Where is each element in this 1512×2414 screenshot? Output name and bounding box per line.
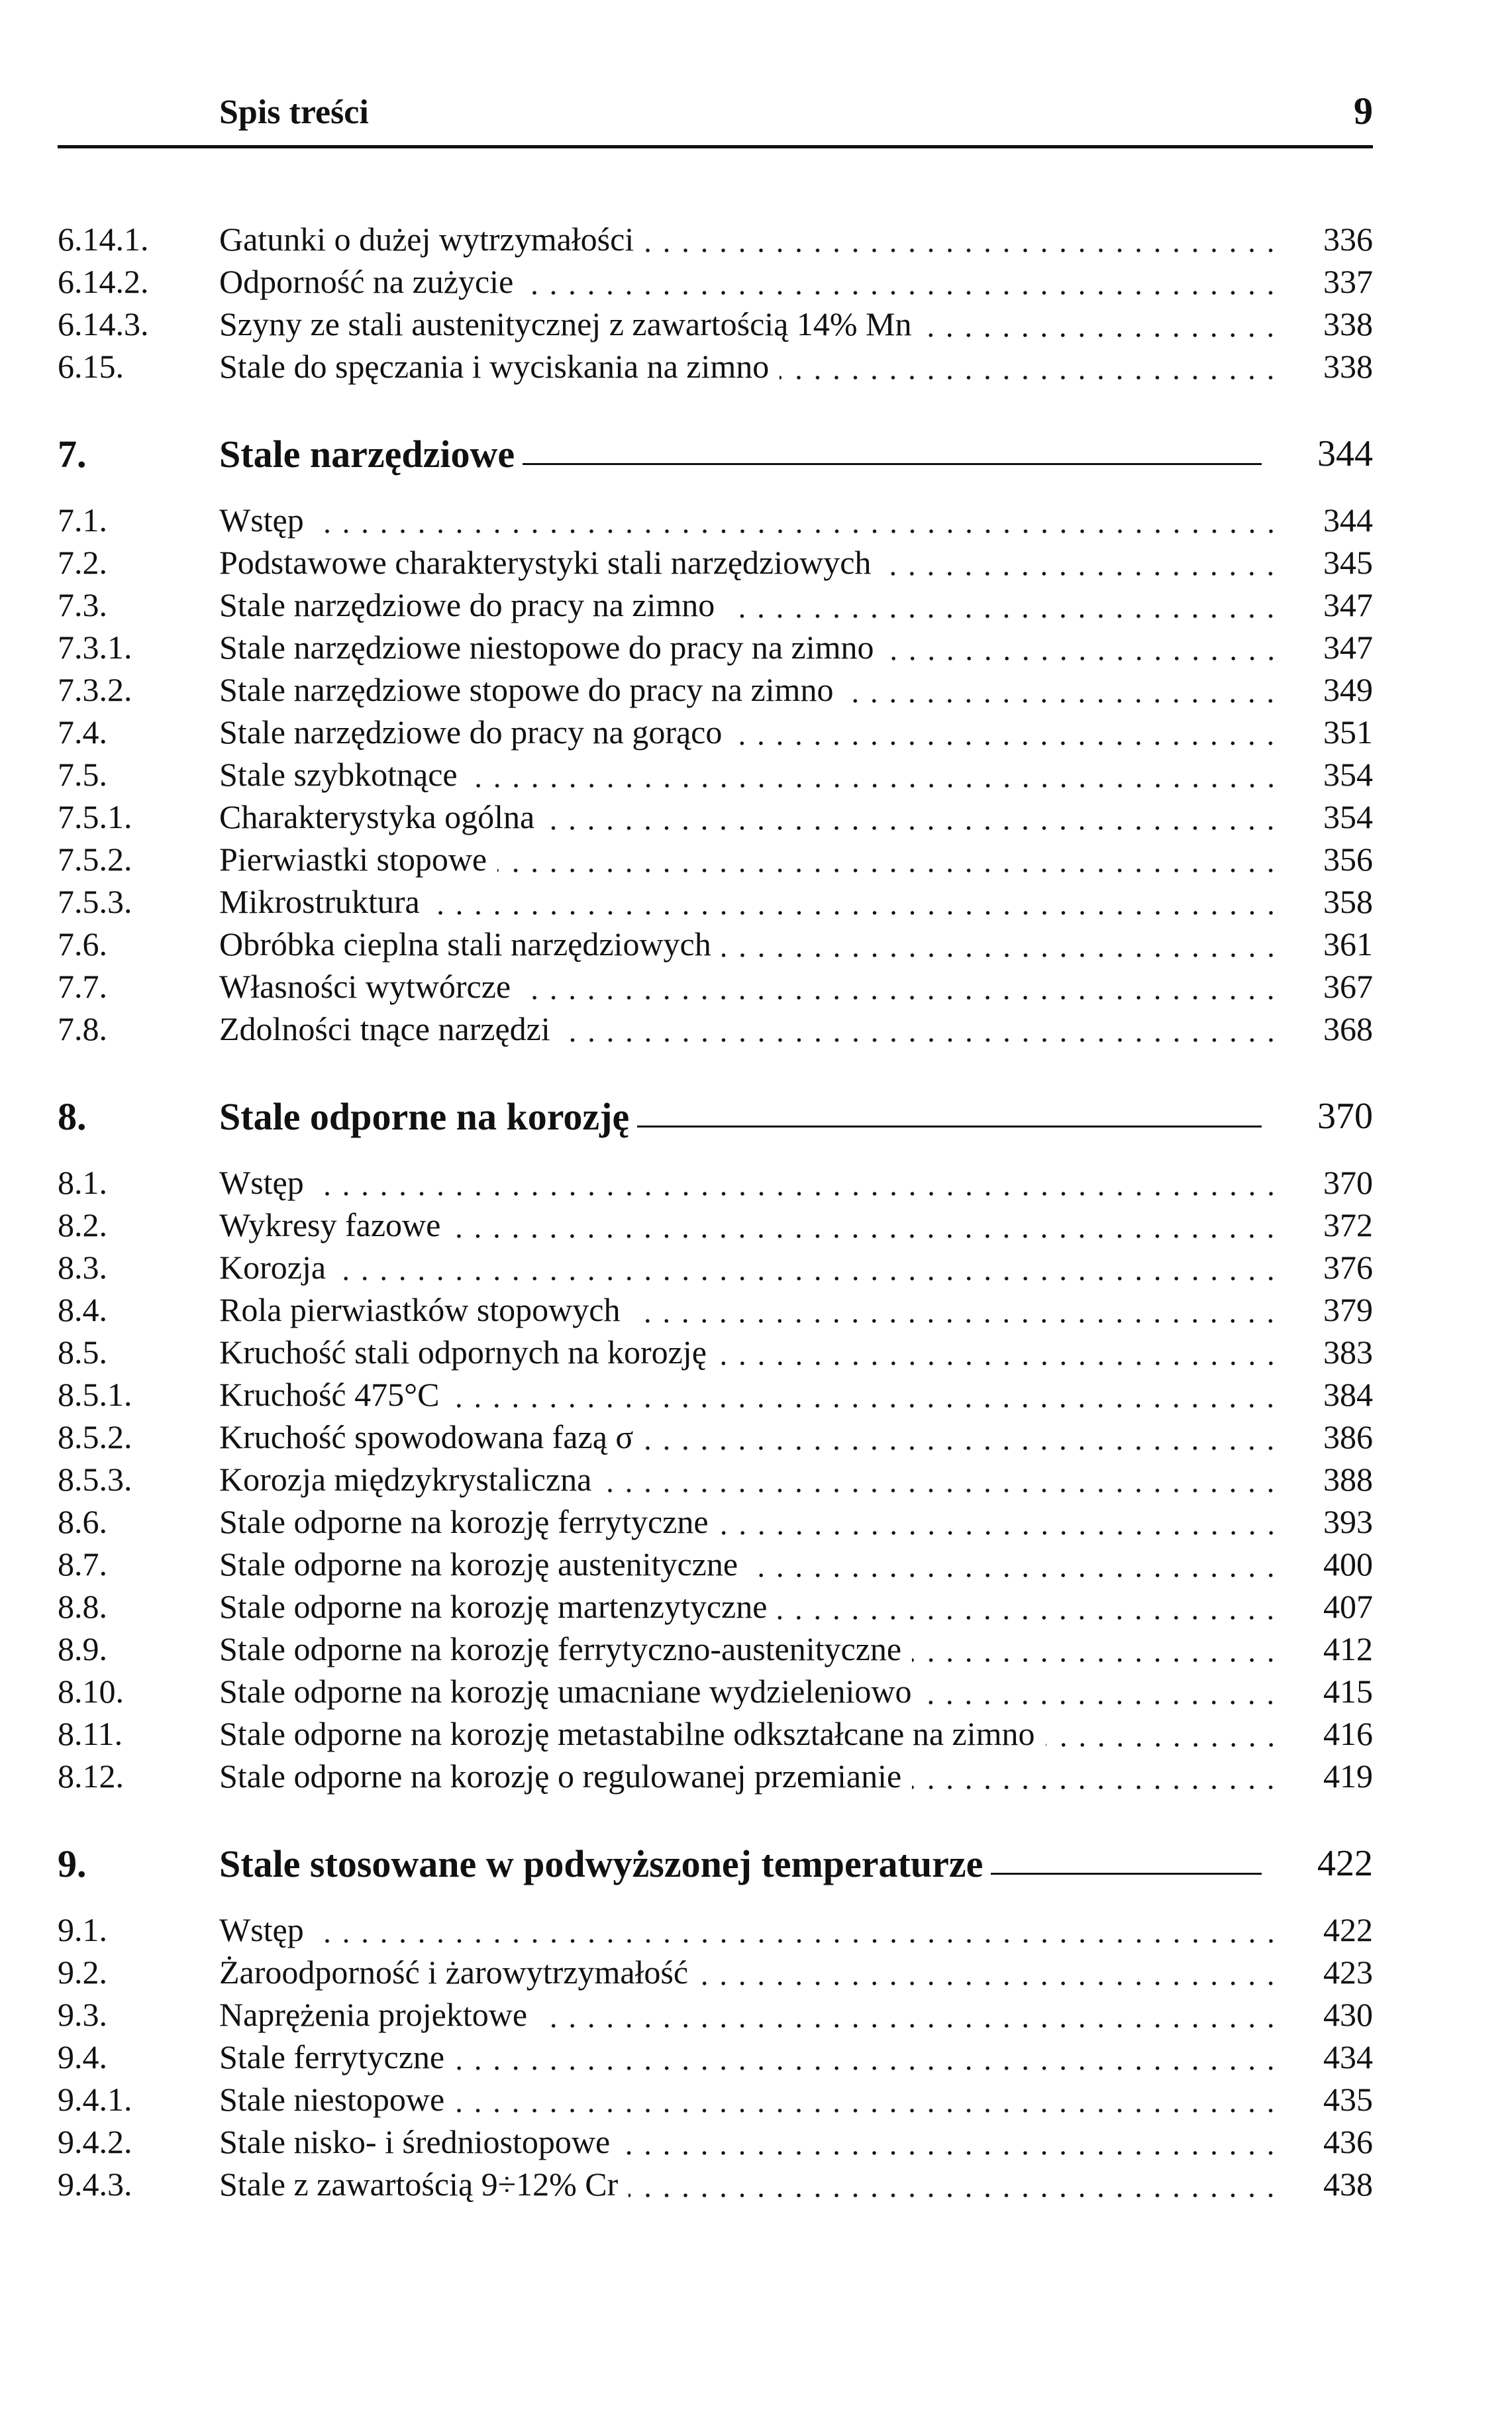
toc-page: 370	[1323, 1164, 1373, 1201]
toc-title: Stale stosowane w podwyższonej temperaturze	[219, 1842, 983, 1885]
dot-leader	[451, 1204, 1280, 1246]
toc-entry[interactable]	[58, 1416, 1373, 1458]
toc-entry[interactable]	[58, 2036, 1373, 2078]
toc-number: 7.3.1.	[58, 629, 132, 666]
toc-page: 422	[1323, 1911, 1373, 1948]
toc-number: 9.2.	[58, 1954, 107, 1991]
toc-entry[interactable]	[58, 2163, 1373, 2205]
dot-leader	[778, 1585, 1280, 1628]
toc-number: 6.14.1.	[58, 221, 149, 258]
toc-title: Szyny ze stali austenitycznej z zawartością 14% Mn	[219, 305, 912, 342]
dot-leader	[602, 1458, 1280, 1500]
dot-leader	[629, 2163, 1280, 2205]
toc-page: 349	[1323, 671, 1373, 708]
dot-leader	[630, 1288, 1280, 1331]
dot-leader	[336, 1246, 1280, 1288]
toc-number: 8.	[58, 1094, 87, 1138]
toc-entry[interactable]	[58, 796, 1373, 838]
toc-number: 8.4.	[58, 1291, 107, 1328]
toc-title: Kruchość spowodowana fazą σ	[219, 1418, 634, 1455]
toc-page: 372	[1323, 1206, 1373, 1243]
toc-title: Wstęp	[219, 501, 304, 539]
toc-page: 435	[1323, 2081, 1373, 2118]
toc-title: Naprężenia projektowe	[219, 1996, 528, 2033]
toc-title: Stale narzędziowe stopowe do pracy na zimno	[219, 671, 834, 708]
heading-leader-line	[523, 463, 1262, 465]
toc-page: 438	[1323, 2166, 1373, 2203]
toc-page: 367	[1323, 968, 1373, 1005]
toc-page: 354	[1323, 798, 1373, 835]
toc-title: Korozja międzykrystaliczna	[219, 1461, 592, 1498]
toc-page: 384	[1323, 1376, 1373, 1413]
toc-title: Stale narzędziowe do pracy na gorąco	[219, 713, 723, 751]
toc-page: 412	[1323, 1630, 1373, 1667]
toc-entry[interactable]	[58, 1712, 1373, 1755]
toc-title: Stale odporne na korozję metastabilne odkształcane na zimno	[219, 1715, 1035, 1752]
dot-leader	[315, 1161, 1280, 1204]
toc-number: 8.3.	[58, 1249, 107, 1286]
dot-leader	[315, 499, 1280, 541]
toc-entry[interactable]	[58, 838, 1373, 880]
dot-leader	[644, 1416, 1280, 1458]
dot-leader	[538, 1993, 1280, 2036]
toc-page: 388	[1323, 1461, 1373, 1498]
toc-page: 422	[1317, 1843, 1373, 1884]
toc-number: 8.5.2.	[58, 1418, 132, 1455]
toc-number: 7.3.	[58, 586, 107, 623]
toc-title: Stale ferrytyczne	[219, 2038, 445, 2075]
heading-leader-line	[991, 1873, 1262, 1875]
toc-number: 8.5.3.	[58, 1461, 132, 1498]
dot-leader	[748, 1543, 1280, 1585]
toc-entry[interactable]	[58, 626, 1373, 668]
toc-entry[interactable]	[58, 1008, 1373, 1050]
toc-title: Gatunki o dużej wytrzymałości	[219, 221, 634, 258]
toc-number: 7.4.	[58, 713, 107, 751]
toc-entry[interactable]	[58, 1161, 1373, 1204]
dot-leader	[882, 541, 1280, 584]
toc-number: 9.3.	[58, 1996, 107, 2033]
toc-number: 7.3.2.	[58, 671, 132, 708]
toc-entry[interactable]	[58, 2121, 1373, 2163]
toc-entry[interactable]	[58, 965, 1373, 1008]
toc-page: 434	[1323, 2038, 1373, 2075]
toc-entry[interactable]	[58, 1585, 1373, 1628]
toc-number: 7.	[58, 432, 87, 476]
toc-title: Stale odporne na korozję austenityczne	[219, 1546, 738, 1583]
toc-entry[interactable]	[58, 1951, 1373, 1993]
dot-leader	[621, 2121, 1280, 2163]
toc-page: 337	[1323, 263, 1373, 300]
toc-number: 7.7.	[58, 968, 107, 1005]
toc-entry[interactable]	[58, 880, 1373, 923]
toc-page: 356	[1323, 841, 1373, 878]
header-rule	[58, 145, 1373, 148]
toc-title: Pierwiastki stopowe	[219, 841, 487, 878]
toc-entry[interactable]	[58, 584, 1373, 626]
toc-title: Obróbka cieplna stali narzędziowych	[219, 925, 711, 963]
toc-entry[interactable]	[58, 541, 1373, 584]
toc-entry[interactable]	[58, 923, 1373, 965]
toc-title: Żaroodporność i żarowytrzymałość	[219, 1954, 689, 1991]
dot-leader	[455, 2036, 1280, 2078]
page-number: 9	[1354, 89, 1373, 132]
toc-page: 430	[1323, 1996, 1373, 2033]
dot-leader	[699, 1951, 1280, 1993]
toc-title: Stale odporne na korozję ferrytyczno-austenityczne	[219, 1630, 902, 1667]
toc-number: 7.5.2.	[58, 841, 132, 878]
toc-page: 336	[1323, 221, 1373, 258]
dot-leader	[521, 965, 1280, 1008]
dot-leader	[725, 584, 1280, 626]
toc-number: 9.1.	[58, 1911, 107, 1948]
toc-entry[interactable]	[58, 218, 1373, 260]
toc-page: 407	[1323, 1588, 1373, 1625]
toc-number: 6.14.2.	[58, 263, 149, 300]
toc-title: Odporność na zużycie	[219, 263, 514, 300]
toc-chapter-heading[interactable]	[58, 1071, 1373, 1161]
toc-title: Kruchość stali odpornych na korozję	[219, 1334, 707, 1371]
toc-entry[interactable]	[58, 1288, 1373, 1331]
dot-leader	[1046, 1712, 1281, 1755]
toc-entry[interactable]	[58, 1755, 1373, 1797]
toc-title: Kruchość 475°C	[219, 1376, 440, 1413]
toc-entry[interactable]	[58, 1331, 1373, 1373]
dot-leader	[450, 1373, 1280, 1416]
dot-leader	[912, 1755, 1280, 1797]
toc-title: Stale niestopowe	[219, 2081, 445, 2118]
toc-title: Charakterystyka ogólna	[219, 798, 535, 835]
toc-title: Wstęp	[219, 1164, 304, 1201]
toc-number: 8.2.	[58, 1206, 107, 1243]
toc-entry[interactable]	[58, 260, 1373, 303]
toc-page: 416	[1323, 1715, 1373, 1752]
toc-number: 8.10.	[58, 1673, 124, 1710]
toc-entry[interactable]	[58, 1204, 1373, 1246]
toc-number: 7.2.	[58, 544, 107, 581]
dot-leader	[922, 303, 1280, 345]
toc-page: 338	[1323, 348, 1373, 385]
toc-number: 8.12.	[58, 1758, 124, 1795]
toc-title: Podstawowe charakterystyki stali narzędziowych	[219, 544, 872, 581]
toc-page: 386	[1323, 1418, 1373, 1455]
toc-number: 7.6.	[58, 925, 107, 963]
toc-number: 7.8.	[58, 1010, 107, 1047]
toc-number: 6.15.	[58, 348, 124, 385]
toc-page: 345	[1323, 544, 1373, 581]
toc-number: 6.14.3.	[58, 305, 149, 342]
toc-title: Stale odporne na korozję	[219, 1094, 630, 1138]
toc-chapter-heading[interactable]	[58, 409, 1373, 499]
toc-page: 361	[1323, 925, 1373, 963]
toc-page: 347	[1323, 629, 1373, 666]
dot-leader	[732, 711, 1280, 753]
toc-title: Mikrostruktura	[219, 883, 420, 920]
heading-leader-line	[637, 1126, 1262, 1128]
toc-page: 436	[1323, 2123, 1373, 2160]
toc-entry[interactable]	[58, 1373, 1373, 1416]
dot-leader	[922, 1670, 1280, 1712]
toc-title: Rola pierwiastków stopowych	[219, 1291, 621, 1328]
toc-page: 415	[1323, 1673, 1373, 1710]
toc-page: 423	[1323, 1954, 1373, 1991]
toc-page: 383	[1323, 1334, 1373, 1371]
toc-entry[interactable]	[58, 1628, 1373, 1670]
dot-leader	[430, 880, 1280, 923]
toc-number: 9.4.2.	[58, 2123, 132, 2160]
toc-title: Wykresy fazowe	[219, 1206, 441, 1243]
toc-number: 7.5.1.	[58, 798, 132, 835]
toc-entry[interactable]	[58, 499, 1373, 541]
toc-number: 8.11.	[58, 1715, 123, 1752]
toc-entry[interactable]	[58, 668, 1373, 711]
dot-leader	[545, 796, 1280, 838]
toc-number: 7.5.	[58, 756, 107, 793]
dot-leader	[780, 345, 1280, 388]
toc-entry[interactable]	[58, 345, 1373, 388]
toc-title: Wstęp	[219, 1911, 304, 1948]
toc-page: 379	[1323, 1291, 1373, 1328]
dot-leader	[912, 1628, 1280, 1670]
toc-number: 9.4.3.	[58, 2166, 132, 2203]
toc-entry[interactable]	[58, 1458, 1373, 1500]
dot-leader	[844, 668, 1280, 711]
toc-title: Stale odporne na korozję o regulowanej przemianie	[219, 1758, 902, 1795]
toc-number: 9.	[58, 1842, 87, 1885]
toc-number: 7.5.3.	[58, 883, 132, 920]
toc-number: 7.1.	[58, 501, 107, 539]
toc-page: 344	[1317, 433, 1373, 474]
toc-entry[interactable]	[58, 711, 1373, 753]
dot-leader	[719, 1500, 1280, 1543]
toc-page: 370	[1317, 1096, 1373, 1137]
toc-title: Korozja	[219, 1249, 327, 1286]
toc-page: 393	[1323, 1503, 1373, 1540]
toc-entry[interactable]	[58, 1993, 1373, 2036]
dot-leader	[644, 218, 1280, 260]
toc-entry[interactable]	[58, 1500, 1373, 1543]
toc-entry[interactable]	[58, 1670, 1373, 1712]
toc-number: 9.4.	[58, 2038, 107, 2075]
toc-title: Stale nisko- i średniostopowe	[219, 2123, 611, 2160]
dot-leader	[561, 1008, 1280, 1050]
toc-page: 354	[1323, 756, 1373, 793]
toc-title: Zdolności tnące narzędzi	[219, 1010, 550, 1047]
toc-number: 8.8.	[58, 1588, 107, 1625]
toc-entry[interactable]	[58, 753, 1373, 796]
toc-title: Stale narzędziowe do pracy na zimno	[219, 586, 715, 623]
toc-page: 358	[1323, 883, 1373, 920]
toc-title: Stale do spęczania i wyciskania na zimno	[219, 348, 770, 385]
toc-number: 8.5.1.	[58, 1376, 132, 1413]
toc-page: 419	[1323, 1758, 1373, 1795]
toc-page: 376	[1323, 1249, 1373, 1286]
toc-entry[interactable]	[58, 2078, 1373, 2121]
dot-leader	[315, 1909, 1280, 1951]
toc-title: Stale odporne na korozję martenzytyczne	[219, 1588, 768, 1625]
toc-title: Stale z zawartością 9÷12% Cr	[219, 2166, 619, 2203]
toc-title: Stale narzędziowe niestopowe do pracy na zimno	[219, 629, 874, 666]
toc-title: Własności wytwórcze	[219, 968, 511, 1005]
toc-number: 8.7.	[58, 1546, 107, 1583]
toc-number: 8.1.	[58, 1164, 107, 1201]
toc-page: 351	[1323, 713, 1373, 751]
toc-number: 8.5.	[58, 1334, 107, 1371]
toc-title: Stale odporne na korozję umacniane wydzieleniowo	[219, 1673, 912, 1710]
toc-title: Stale odporne na korozję ferrytyczne	[219, 1503, 709, 1540]
dot-leader	[455, 2078, 1280, 2121]
toc-page: 344	[1323, 501, 1373, 539]
dot-leader	[468, 753, 1280, 796]
toc-entry[interactable]	[58, 1909, 1373, 1951]
toc-entry[interactable]	[58, 1246, 1373, 1288]
toc-page: 347	[1323, 586, 1373, 623]
dot-leader	[885, 626, 1280, 668]
dot-leader	[722, 923, 1280, 965]
toc-number: 8.9.	[58, 1630, 107, 1667]
toc-page: 368	[1323, 1010, 1373, 1047]
table-of-contents	[58, 218, 1373, 2205]
dot-leader	[717, 1331, 1280, 1373]
dot-leader	[524, 260, 1280, 303]
toc-chapter-heading[interactable]	[58, 1818, 1373, 1909]
toc-number: 9.4.1.	[58, 2081, 132, 2118]
toc-title: Stale narzędziowe	[219, 432, 515, 476]
toc-page: 338	[1323, 305, 1373, 342]
toc-number: 8.6.	[58, 1503, 107, 1540]
dot-leader	[497, 838, 1280, 880]
toc-entry[interactable]	[58, 1543, 1373, 1585]
toc-entry[interactable]	[58, 303, 1373, 345]
toc-page: 400	[1323, 1546, 1373, 1583]
toc-title: Stale szybkotnące	[219, 756, 458, 793]
running-header-title: Spis treści	[219, 93, 369, 131]
